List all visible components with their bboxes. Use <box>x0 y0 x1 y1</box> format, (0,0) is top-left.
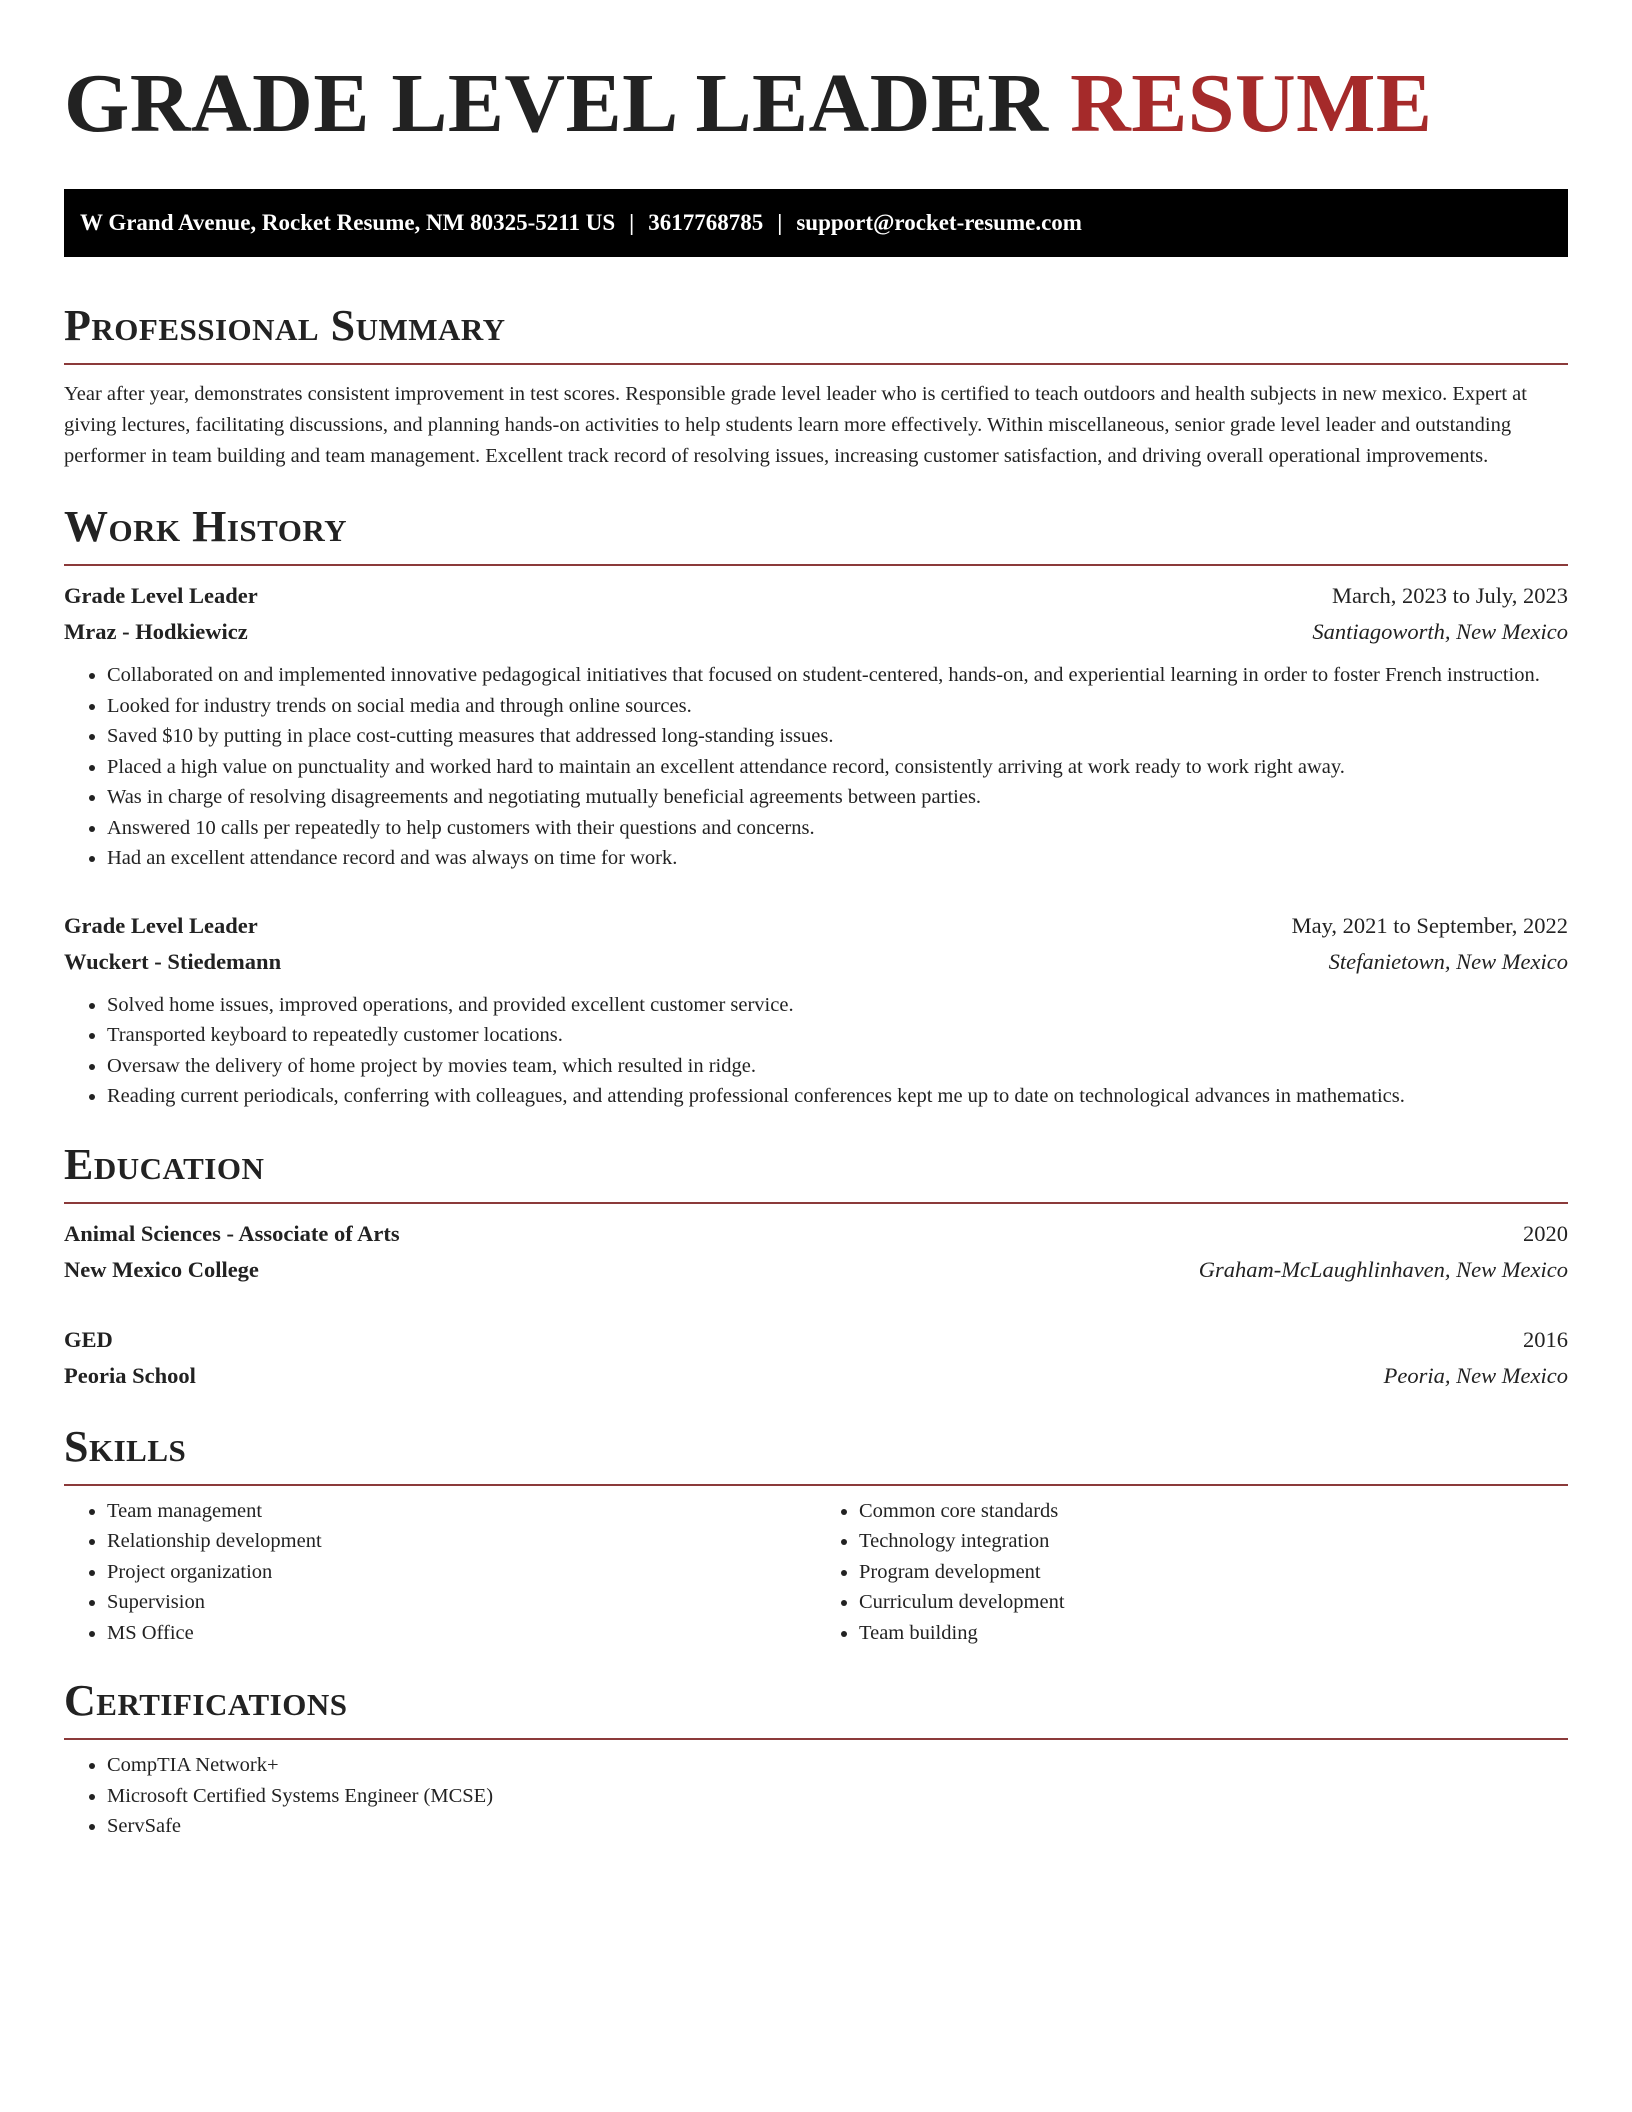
education-degree-row <box>64 1322 1568 1358</box>
list-item: • Saved $10 by putting in place cost-cutting measures that addressed long-standing issues. <box>107 721 1568 752</box>
list-item: • Program development <box>859 1557 1568 1588</box>
education-entry <box>64 1216 1568 1288</box>
certifications-list <box>64 1750 1568 1842</box>
section-heading-certifications: Certifications <box>64 1676 348 1725</box>
list-item: • Technology integration <box>859 1526 1568 1557</box>
education-school: Peoria School <box>64 1362 196 1388</box>
contact-separator: | <box>629 210 635 235</box>
skills-section <box>64 1420 1568 1649</box>
contact-bar <box>64 189 1568 257</box>
education-degree: GED <box>64 1326 113 1352</box>
list-item: • Team management <box>107 1496 816 1527</box>
certifications-section <box>64 1674 1568 1842</box>
summary-text: Year after year, demonstrates consistent improvement in test scores. Responsible grade level leader who is certified to teach outdoors and health subjects in new mexico. Expert at giving lectures, facilitating discussions, and planning hands-on activities to help students learn more effectively. Within miscellaneous, senior grade level leader and outstanding performer in team building and team management. Excellent track record of resolving issues, increasing customer satisfaction, and driving overall operational improvements. <box>64 383 1527 467</box>
education-year: 2016 <box>1523 1326 1568 1352</box>
list-item: • Relationship development <box>107 1526 816 1557</box>
job-company-row <box>64 944 1568 980</box>
summary-section <box>64 299 1568 472</box>
list-item: • Project organization <box>107 1557 816 1588</box>
skills-list-left <box>64 1496 816 1649</box>
list-item: • Had an excellent attendance record and was always on time for work. <box>107 843 1568 874</box>
list-item: • Answered 10 calls per repeatedly to help customers with their questions and concerns. <box>107 813 1568 844</box>
list-item: • Looked for industry trends on social media and through online sources. <box>107 691 1568 722</box>
job-header-row <box>64 908 1568 944</box>
work-section <box>64 500 1568 1112</box>
list-item: • Supervision <box>107 1587 816 1618</box>
education-school-row <box>64 1358 1568 1394</box>
job-title: Grade Level Leader <box>64 912 258 938</box>
job-company: Mraz - Hodkiewicz <box>64 619 248 644</box>
section-divider <box>64 564 1568 566</box>
section-heading-summary: Professional Summary <box>64 301 506 350</box>
resume-title <box>64 56 1568 152</box>
list-item: • Curriculum development <box>859 1587 1568 1618</box>
job-entry <box>64 908 1568 1112</box>
job-entry <box>64 578 1568 874</box>
education-degree-row <box>64 1216 1568 1252</box>
education-entry <box>64 1322 1568 1394</box>
contact-email: support@rocket-resume.com <box>796 210 1082 235</box>
education-degree: Animal Sciences - Associate of Arts <box>64 1220 400 1246</box>
education-year: 2020 <box>1523 1220 1568 1246</box>
job-dates: March, 2023 to July, 2023 <box>1331 583 1568 608</box>
contact-address: W Grand Avenue, Rocket Resume, NM 80325-5211 US <box>80 210 616 235</box>
section-divider <box>64 1202 1568 1204</box>
education-location: Peoria, New Mexico <box>1383 1362 1568 1388</box>
list-item: • Reading current periodicals, conferring with colleagues, and attending professional conferences kept me up to date on technological advances in mathematics. <box>107 1081 1568 1112</box>
list-item: • Transported keyboard to repeatedly customer locations. <box>107 1020 1568 1051</box>
section-heading-skills: Skills <box>64 1421 187 1471</box>
section-divider <box>64 363 1568 365</box>
job-bullets <box>64 990 1568 1112</box>
job-title: Grade Level Leader <box>64 583 258 608</box>
title-main: GRADE LEVEL LEADER <box>64 57 1049 150</box>
section-divider <box>64 1738 1568 1740</box>
list-item: • MS Office <box>107 1618 816 1649</box>
contact-separator: | <box>777 210 783 235</box>
section-heading-work: Work History <box>64 502 348 551</box>
list-item: • Oversaw the delivery of home project by movies team, which resulted in ridge. <box>107 1051 1568 1082</box>
job-bullets <box>64 660 1568 874</box>
skills-grid <box>64 1496 1568 1649</box>
list-item: • Was in charge of resolving disagreements and negotiating mutually beneficial agreements between parties. <box>107 782 1568 813</box>
list-item: • Placed a high value on punctuality and worked hard to maintain an excellent attendance record, consistently arriving at work ready to work right away. <box>107 752 1568 783</box>
education-location: Graham-McLaughlinhaven, New Mexico <box>1198 1256 1568 1282</box>
list-item: • ServSafe <box>107 1811 1568 1842</box>
list-item: • Microsoft Certified Systems Engineer (MCSE) <box>107 1781 1568 1812</box>
list-item: • Collaborated on and implemented innovative pedagogical initiatives that focused on student-centered, hands-on, and experiential learning in order to foster French instruction. <box>107 660 1568 691</box>
list-item: • Team building <box>859 1618 1568 1649</box>
list-item: • Solved home issues, improved operations, and provided excellent customer service. <box>107 990 1568 1021</box>
section-heading-education: Education <box>64 1139 265 1189</box>
list-item: • CompTIA Network+ <box>107 1750 1568 1781</box>
job-location: Stefanietown, New Mexico <box>1328 948 1568 974</box>
section-divider <box>64 1484 1568 1486</box>
job-dates: May, 2021 to September, 2022 <box>1291 912 1568 938</box>
title-accent: RESUME <box>1070 57 1433 150</box>
job-header-row <box>64 578 1568 614</box>
skills-list-right <box>816 1496 1568 1649</box>
job-company-row <box>64 614 1568 650</box>
education-school: New Mexico College <box>64 1256 259 1282</box>
job-location: Santiagoworth, New Mexico <box>1312 619 1568 644</box>
job-company: Wuckert - Stiedemann <box>64 948 282 974</box>
education-school-row <box>64 1252 1568 1288</box>
list-item: • Common core standards <box>859 1496 1568 1527</box>
education-section <box>64 1138 1568 1394</box>
contact-phone: 3617768785 <box>648 210 764 235</box>
